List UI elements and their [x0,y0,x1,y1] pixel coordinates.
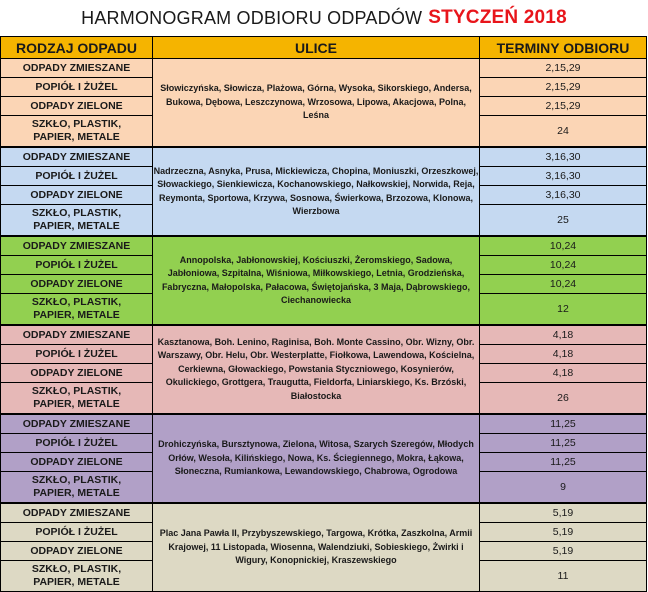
waste-type-cell [1,205,153,237]
pickup-date-cell: 4,18 [480,325,647,345]
streets-cell: Drohiczyńska, Bursztynowa, Zielona, Witosa, Szarych Szeregów, Młodych Orłów, Wesoła, Kilińskiego, Nowa, Ks. Ściegiennego, Mokra, Łąkowa, Słoneczna, Rumiankowa, Lewandowskiego, Chabrowa, Ogrodowa [153,414,480,503]
waste-type-cell: ODPADY ZIELONE [1,542,153,561]
waste-type-cell: ODPADY ZMIESZANE [1,236,153,256]
table-row [1,414,647,434]
waste-type-label-line1: SZKŁO, PLASTIK, [31,563,122,575]
pickup-date-cell: 24 [480,116,647,148]
waste-type-cell: ODPADY ZMIESZANE [1,59,153,78]
schedule-table [0,36,647,592]
pickup-date-cell: 5,19 [480,542,647,561]
streets-cell: Plac Jana Pawła II, Przybyszewskiego, Targowa, Krótka, Zaszkolna, Armii Krajowej, 11 Listopada, Wiosenna, Walendziuki, Sobieskiego, Żwirki i Wigury, Konopnickiej, Kraszewskiego [153,503,480,592]
table-row [1,503,647,523]
pickup-date-cell: 3,16,30 [480,186,647,205]
streets-cell: Annopolska, Jabłonowskiej, Kościuszki, Żeromskiego, Sadowa, Jabłoniowa, Szpitalna, Wiśniowa, Miłkowskiego, Letnia, Grodzieńska, Fabryczna, Małopolska, Pałacowa, Świętojańska, 3 Maja, Dąbrowskiego, Ciechanowiecka [153,236,480,325]
pickup-date-cell: 2,15,29 [480,59,647,78]
pickup-date-cell: 5,19 [480,523,647,542]
table-row [1,147,647,167]
waste-type-label-line2: PAPIER, METALE [33,398,120,410]
pickup-date-cell: 2,15,29 [480,78,647,97]
pickup-date-cell: 11,25 [480,434,647,453]
waste-type-label-line2: PAPIER, METALE [33,309,120,321]
waste-type-cell [1,116,153,148]
waste-type-label-line1: SZKŁO, PLASTIK, [31,207,122,219]
waste-type-label-line2: PAPIER, METALE [33,220,120,232]
table-row [1,325,647,345]
table-row [1,236,647,256]
waste-type-label-line1: SZKŁO, PLASTIK, [31,296,122,308]
streets-cell: Nadrzeczna, Asnyka, Prusa, Mickiewicza, Chopina, Moniuszki, Orzeszkowej, Słowackiego, Sienkiewicza, Kochanowskiego, Nałkowskiej, Norwida, Reja, Reymonta, Sportowa, Krzywa, Sosnowa, Świerkowa, Brzozowa, Klonowa, Wierzbowa [153,147,480,236]
waste-type-cell: ODPADY ZMIESZANE [1,325,153,345]
waste-type-cell [1,561,153,592]
waste-type-cell: ODPADY ZMIESZANE [1,414,153,434]
column-header-streets: ULICE [153,37,480,59]
title-prefix: HARMONOGRAM ODBIORU ODPADÓW [81,7,423,28]
pickup-date-cell: 3,16,30 [480,147,647,167]
schedule-body [1,59,647,592]
waste-type-cell: POPIÓŁ I ŻUŻEL [1,78,153,97]
table-header-row [1,37,647,59]
column-header-waste-type: RODZAJ ODPADU [1,37,153,59]
pickup-date-cell: 11,25 [480,453,647,472]
pickup-date-cell: 12 [480,294,647,326]
waste-type-label-line2: PAPIER, METALE [33,576,120,588]
waste-type-cell [1,472,153,504]
pickup-date-cell: 26 [480,383,647,415]
table-row [1,59,647,78]
waste-type-cell: POPIÓŁ I ŻUŻEL [1,345,153,364]
waste-type-cell: POPIÓŁ I ŻUŻEL [1,434,153,453]
waste-type-cell: ODPADY ZIELONE [1,186,153,205]
waste-type-label-line2: PAPIER, METALE [33,487,120,499]
pickup-date-cell: 10,24 [480,236,647,256]
pickup-date-cell: 4,18 [480,345,647,364]
waste-type-cell: ODPADY ZIELONE [1,275,153,294]
pickup-date-cell: 2,15,29 [480,97,647,116]
waste-type-cell: POPIÓŁ I ŻUŻEL [1,167,153,186]
waste-type-cell: ODPADY ZIELONE [1,97,153,116]
waste-type-cell: ODPADY ZIELONE [1,453,153,472]
title-month: STYCZEŃ 2018 [428,7,567,28]
waste-type-cell: ODPADY ZMIESZANE [1,503,153,523]
waste-type-cell: ODPADY ZIELONE [1,364,153,383]
waste-type-cell [1,294,153,326]
pickup-date-cell: 25 [480,205,647,237]
pickup-date-cell: 5,19 [480,503,647,523]
waste-type-cell: POPIÓŁ I ŻUŻEL [1,256,153,275]
waste-type-cell [1,383,153,415]
waste-type-label-line2: PAPIER, METALE [33,131,120,143]
waste-type-label-line1: SZKŁO, PLASTIK, [31,385,122,397]
pickup-date-cell: 9 [480,472,647,504]
streets-cell: Kasztanowa, Boh. Lenino, Raginisa, Boh. Monte Cassino, Obr. Wizny, Obr. Warszawy, Obr. Helu, Obr. Westerplatte, Fiołkowa, Lawendowa, Kościelna, Cerkiewna, Głowackiego, Powstania Styczniowego, Kosynierów, Okulickiego, Grottgera, Traugutta, Fieldorfa, Liniarskiego, Ks. Brzóski, Białostocka [153,325,480,414]
page-title [0,0,648,36]
column-header-pickup-dates: TERMINY ODBIORU [480,37,647,59]
waste-type-cell: POPIÓŁ I ŻUŻEL [1,523,153,542]
pickup-date-cell: 10,24 [480,275,647,294]
waste-type-label-line1: SZKŁO, PLASTIK, [31,118,122,130]
streets-cell: Słowiczyńska, Słowicza, Plażowa, Górna, Wysoka, Sikorskiego, Andersa, Bukowa, Dębowa, Leszczynowa, Wrzosowa, Lipowa, Akacjowa, Polna, Leśna [153,59,480,148]
pickup-date-cell: 4,18 [480,364,647,383]
pickup-date-cell: 11,25 [480,414,647,434]
pickup-date-cell: 10,24 [480,256,647,275]
waste-type-label-line1: SZKŁO, PLASTIK, [31,474,122,486]
waste-type-cell: ODPADY ZMIESZANE [1,147,153,167]
pickup-date-cell: 3,16,30 [480,167,647,186]
pickup-date-cell: 11 [480,561,647,592]
